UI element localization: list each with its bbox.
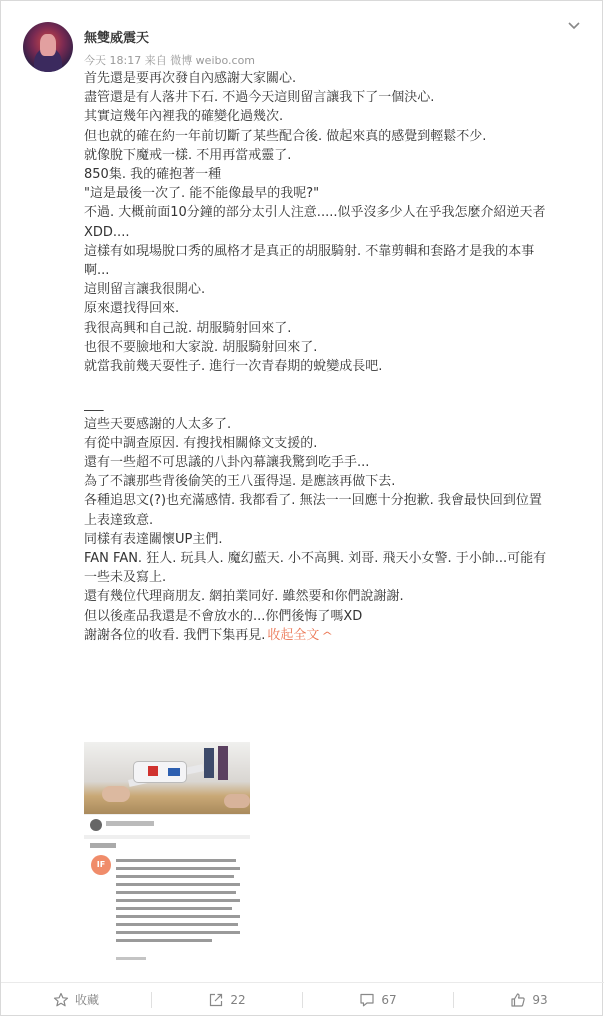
post-text-last-line: 謝謝各位的收看. 我們下集再見. [84, 627, 266, 643]
post-meta: 今天 18:17 来自 微博 weibo.com [84, 54, 256, 67]
post-text-line: 原來還找得回來. [84, 301, 180, 317]
favorite-button[interactable] [1, 983, 151, 1016]
post-text-line: 850集. 我的確抱著一種 [84, 167, 222, 183]
post-text-line: 首先還是要再次發自內感謝大家關心. [84, 71, 297, 86]
post-text-line: 為了不讓那些背後偷笑的王八蛋得逞. 是應該再做下去. [84, 474, 396, 490]
post-content [84, 69, 584, 646]
post-text-line: 各種追思文(?)也充滿感情. 我都看了. 無法一一回應十分抱歉. 我會最快回到位置 [84, 493, 542, 509]
post-text-line: 有從中調查原因. 有搜找相關條文支援的. [84, 435, 318, 451]
post-text-line: 一些未及寫上. [84, 570, 167, 586]
post-text-line: 就當我前幾天耍性子. 進行一次青春期的蛻變成長吧. [84, 359, 383, 375]
post-text-line [84, 626, 584, 646]
video-screenshot [84, 742, 250, 814]
avatar[interactable] [23, 22, 73, 72]
post-text-line: 這些天要感謝的人太多了. [84, 416, 232, 432]
post-text-line: XDD.... [84, 224, 130, 240]
star-icon [53, 992, 69, 1008]
post-text-line: "這是最後一次了. 能不能像最早的我呢?" [84, 186, 320, 202]
post-text-line [84, 376, 584, 395]
post-text-line: 但以後產品我還是不會放水的...你們後悔了嗎XD [84, 608, 363, 624]
post-image[interactable] [84, 742, 250, 968]
comment-screenshot [84, 814, 250, 969]
repost-icon [208, 992, 224, 1008]
post-text-line: FAN FAN. 狂人. 玩具人. 魔幻藍天. 小不高興. 刘哥. 飛天小女警. 于小帥...可能有 [84, 551, 547, 567]
post-text-line: 我很高興和自己說. 胡服騎射回來了. [84, 320, 292, 336]
like-count: 93 [532, 992, 548, 1007]
collapse-label: 收起全文 [267, 627, 320, 643]
post-text-line: 其實這幾年內裡我的確變化過幾次. [84, 109, 284, 125]
action-bar [1, 982, 604, 1016]
post-text-line: ___ [84, 397, 104, 413]
chevron-down-icon[interactable] [567, 19, 581, 33]
comment-icon [359, 992, 375, 1008]
favorite-label: 收藏 [74, 993, 99, 1007]
post-text-line: 這樣有如現場脫口秀的風格才是真正的胡服騎射. 不靠剪輯和套路才是我的本事 [84, 243, 535, 259]
chevron-up-icon: ^ [321, 630, 334, 642]
post-text-line: 但也就的確在約一年前切斷了某些配合後. 做起來真的感覺到輕鬆不少. [84, 128, 487, 144]
comment-count: 67 [381, 992, 397, 1007]
post-text-line: 不過. 大概前面10分鐘的部分太引人注意.....似乎沒多少人在乎我怎麼介紹逆天者 [84, 205, 546, 221]
post-text-line: 同樣有表達關懷UP主們. [84, 531, 223, 547]
post-text-line: 也很不要臉地和大家說. 胡服騎射回來了. [84, 339, 318, 355]
repost-button[interactable] [152, 983, 302, 1016]
thumbs-up-icon [510, 992, 526, 1008]
post-text-line: 就像脫下魔戒一樣. 不用再當戒靈了. [84, 147, 292, 163]
screenshot-avatar-badge: IF [91, 855, 111, 875]
post-text-line: 還有一些超不可思議的八卦內幕讓我驚到吃手手... [84, 455, 370, 471]
post-text-line: 上表達致意. [84, 512, 154, 528]
collapse-text-link[interactable] [267, 627, 334, 643]
post-text-line: 啊... [84, 263, 110, 279]
repost-count: 22 [230, 992, 246, 1007]
like-button[interactable] [454, 983, 604, 1016]
post-text-line: 還有幾位代理商朋友. 網拍業同好. 雖然要和你們說謝謝. [84, 589, 404, 605]
post-text-line: 這則留言讓我很開心. [84, 282, 206, 298]
username[interactable]: 無雙威震天 [84, 31, 150, 46]
post-text-line: 盡管還是有人落井下石. 不過今天這則留言讓我下了一個決心. [84, 90, 435, 106]
comment-button[interactable] [303, 983, 453, 1016]
